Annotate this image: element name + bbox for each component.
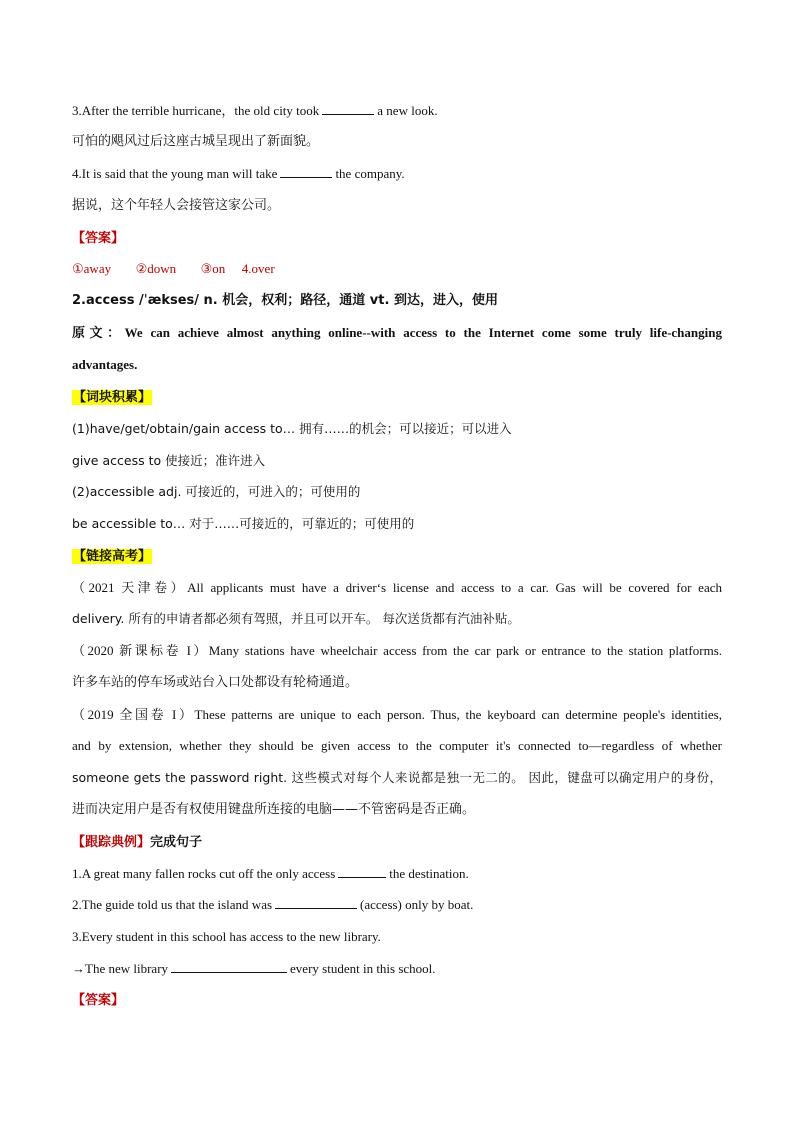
answer-tag: 【答案】 [72, 231, 125, 246]
gaokao-example-2: 许多车站的停车场或站台入口处都设有轮椅通道。 [72, 675, 359, 690]
exercise-3-text-end: a new look. [377, 103, 438, 118]
gaokao-example-3: someone gets the password right. 这些模式对每个人来说都是独一无二的。 因此，键盘可以确定用户的身份， [72, 770, 722, 785]
practice-answer-heading [72, 991, 722, 1010]
answer-blank [171, 960, 287, 973]
answer-blank [338, 865, 386, 878]
answer-heading [72, 229, 722, 248]
practice-q3-rewrite-text: →The new library [72, 961, 169, 976]
exercise-4-text-end: the company. [335, 166, 405, 181]
exercise-4-translation: 据说，这个年轻人会接管这家公司。 [72, 198, 281, 213]
answer-item: ①away [72, 261, 112, 276]
source-sentence-line1 [72, 324, 722, 343]
answer-line [72, 260, 722, 278]
exercise-3 [72, 102, 722, 120]
gaokao-example-3: 进而决定用户是否有权使用键盘所连接的电脑——不管密码是否正确。 [72, 802, 476, 817]
practice-title: 完成句子 [150, 835, 203, 850]
collocation-item: give access to 使接近；准许进入 [72, 453, 266, 468]
answer-tag: 【答案】 [72, 993, 125, 1008]
collocation-item: (2)accessible adj. 可接近的，可进入的；可使用的 [72, 484, 361, 499]
practice-q3: 3.Every student in this school has access to the new library. [72, 929, 381, 944]
source-label: 原文： [72, 326, 125, 341]
exercise-4-text: 4.It is said that the young man will take [72, 166, 278, 181]
exercise-4 [72, 165, 722, 183]
gaokao-tag: 【链接高考】 [73, 549, 152, 564]
collocation-item: be accessible to… 对于……可接近的，可靠近的；可使用的 [72, 516, 415, 531]
source-sentence-line2: advantages. [72, 357, 138, 372]
practice-q1-text: 1.A great many fallen rocks cut off the only access [72, 866, 336, 881]
practice-q2-text: 2.The guide told us that the island was [72, 897, 273, 912]
exercise-3-text: 3.After the terrible hurricane，the old city took [72, 103, 320, 118]
gaokao-example-3: （2019 全国卷 I）These patterns are unique to each person. Thus, the keyboard can determine people's identities, [72, 707, 722, 722]
practice-q3-rewrite [72, 960, 722, 978]
exercise-3-translation: 可怕的飓风过后这座古城呈现出了新面貌。 [72, 134, 320, 149]
gaokao-example-1: （2021 天津卷）All applicants must have a driver‘s license and access to a car. Gas will be covered for each [72, 580, 722, 595]
answer-item: ③on [200, 261, 226, 276]
practice-q1-text-end: the destination. [389, 866, 469, 881]
answer-item: ②down [135, 261, 177, 276]
gaokao-heading [72, 547, 722, 566]
answer-blank [280, 165, 332, 178]
practice-q2-text-end: (access) only by boat. [360, 897, 474, 912]
gaokao-example-3: and by extension, whether they should be given access to the computer it's connected to—regardless of whether [72, 738, 722, 753]
collocation-item: (1)have/get/obtain/gain access to… 拥有……的机会；可以接近；可以进入 [72, 421, 512, 436]
practice-heading [72, 833, 722, 852]
practice-tag: 【跟踪典例】 [72, 835, 151, 850]
gaokao-example-1: delivery. 所有的申请者都必须有驾照，并且可以开车。 每次送货都有汽油补贴。 [72, 611, 520, 626]
practice-q1 [72, 865, 722, 883]
answer-item: 4.over [241, 261, 275, 276]
word-heading: 2.access /ˈækses/ n. 机会，权利；路径，通道 vt. 到达，进入，使用 [72, 293, 498, 308]
answer-blank [275, 896, 357, 909]
collocation-heading [72, 388, 722, 407]
practice-q2 [72, 896, 722, 914]
practice-q3-rewrite-end: every student in this school. [290, 961, 436, 976]
collocation-tag: 【词块积累】 [73, 390, 152, 405]
gaokao-example-2: （2020 新课标卷 I）Many stations have wheelchair access from the car park or entrance to the station platforms. [72, 643, 722, 658]
answer-blank [322, 102, 374, 115]
source-text: We can achieve almost anything online--with access to the Internet come some truly life-changing [124, 325, 722, 340]
